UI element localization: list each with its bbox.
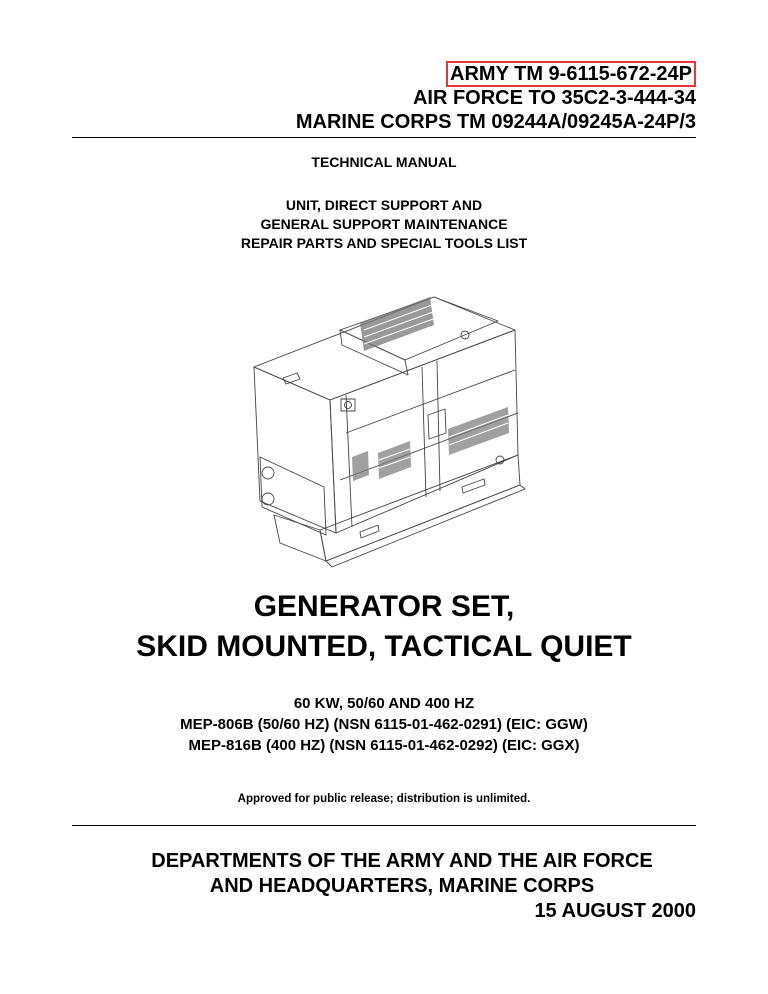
army-tm-number [446,62,696,86]
scope-line: UNIT, DIRECT SUPPORT AND [285,197,483,213]
highlighted-army-tm: ARMY TM 9-6115-672-24P [446,61,696,87]
issuing-departments [108,849,696,924]
document-title [0,587,768,667]
department-line: AND HEADQUARTERS, MARINE CORPS [209,875,595,897]
title-line: GENERATOR SET, [253,590,515,623]
model-line: MEP-806B (50/60 HZ) (NSN 6115-01-462-0291) (EIC: GGW) [180,716,588,733]
marine-corps-tm-number: MARINE CORPS TM 09244A/09245A-24P/3 [295,111,696,133]
air-force-to-number: AIR FORCE TO 35C2-3-444-34 [412,87,696,109]
model-line: MEP-816B (400 HZ) (NSN 6115-01-462-0292) (EIC: GGX) [188,737,580,754]
manual-scope [0,196,768,253]
publication-date: 15 AUGUST 2000 [534,900,696,922]
bottom-divider [72,825,696,826]
top-divider [72,137,696,138]
title-line: SKID MOUNTED, TACTICAL QUIET [136,630,632,663]
scope-line: GENERAL SUPPORT MAINTENANCE [260,216,508,232]
distribution-statement: Approved for public release; distribution is unlimited. [237,793,531,805]
department-line: DEPARTMENTS OF THE ARMY AND THE AIR FORCE [151,850,653,872]
scope-line: REPAIR PARTS AND SPECIAL TOOLS LIST [240,235,528,251]
model-list [0,693,768,756]
model-line: 60 KW, 50/60 AND 400 HZ [293,695,475,712]
generator-set-illustration [240,275,530,580]
manual-type: TECHNICAL MANUAL [311,154,457,170]
